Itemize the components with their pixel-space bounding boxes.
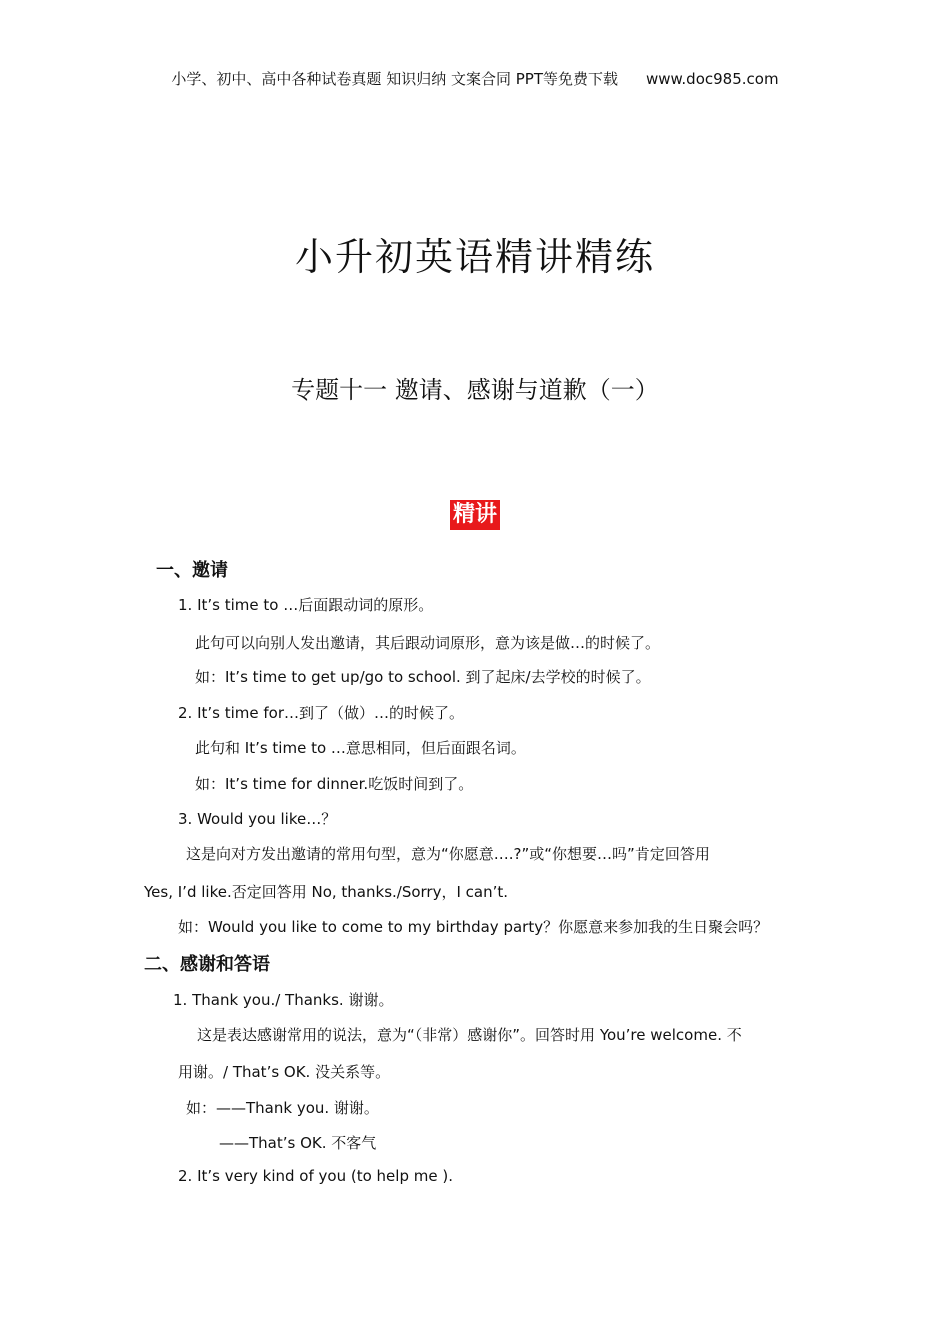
section-heading-thanks: 二、感谢和答语 — [144, 954, 270, 975]
document-subtitle: 专题十一 邀请、感谢与道歉（一） — [291, 376, 659, 404]
list-item: 如：It’s time to get up/go to school. 到了起床/去学校的时候了。 — [195, 668, 651, 686]
list-item: 此句可以向别人发出邀请，其后跟动词原形，意为该是做…的时候了。 — [195, 634, 661, 652]
page-header — [0, 68, 950, 89]
badge-container — [0, 500, 950, 530]
header-url[interactable]: www.doc985.com — [645, 70, 779, 88]
list-item: 如：Would you like to come to my birthday party？你愿意来参加我的生日聚会吗？ — [178, 918, 769, 936]
list-item: 这是向对方发出邀请的常用句型，意为“你愿意….?”或“你想要…吗”肯定回答用 — [186, 845, 710, 863]
list-item: 1. It’s time to …后面跟动词的原形。 — [178, 596, 434, 614]
list-item: 如：——Thank you. 谢谢。 — [186, 1099, 379, 1117]
list-item: Yes, I’d like.否定回答用 No, thanks./Sorry，I can’t. — [144, 883, 509, 901]
list-item: 如：It’s time for dinner.吃饭时间到了。 — [195, 775, 474, 793]
document-title: 小升初英语精讲精练 — [294, 235, 655, 279]
header-text: 小学、初中、高中各种试卷真题 知识归纳 文案合同 PPT等免费下载 — [171, 70, 618, 88]
list-item: 此句和 It’s time to …意思相同，但后面跟名词。 — [195, 739, 526, 757]
list-item: ——That’s OK. 不客气 — [219, 1134, 377, 1152]
section-heading-invitation: 一、邀请 — [156, 560, 228, 581]
list-item: 1. Thank you./ Thanks. 谢谢。 — [173, 991, 394, 1009]
list-item: 用谢。/ That’s OK. 没关系等。 — [178, 1063, 391, 1081]
list-item: 2. It’s time for…到了（做）…的时候了。 — [178, 704, 465, 722]
list-item: 这是表达感谢常用的说法，意为“（非常）感谢你”。回答时用 You’re welcome. 不 — [197, 1026, 742, 1044]
section-badge: 精讲 — [450, 500, 500, 530]
list-item: 3. Would you like…？ — [178, 810, 337, 828]
list-item: 2. It’s very kind of you (to help me ). — [178, 1167, 453, 1185]
